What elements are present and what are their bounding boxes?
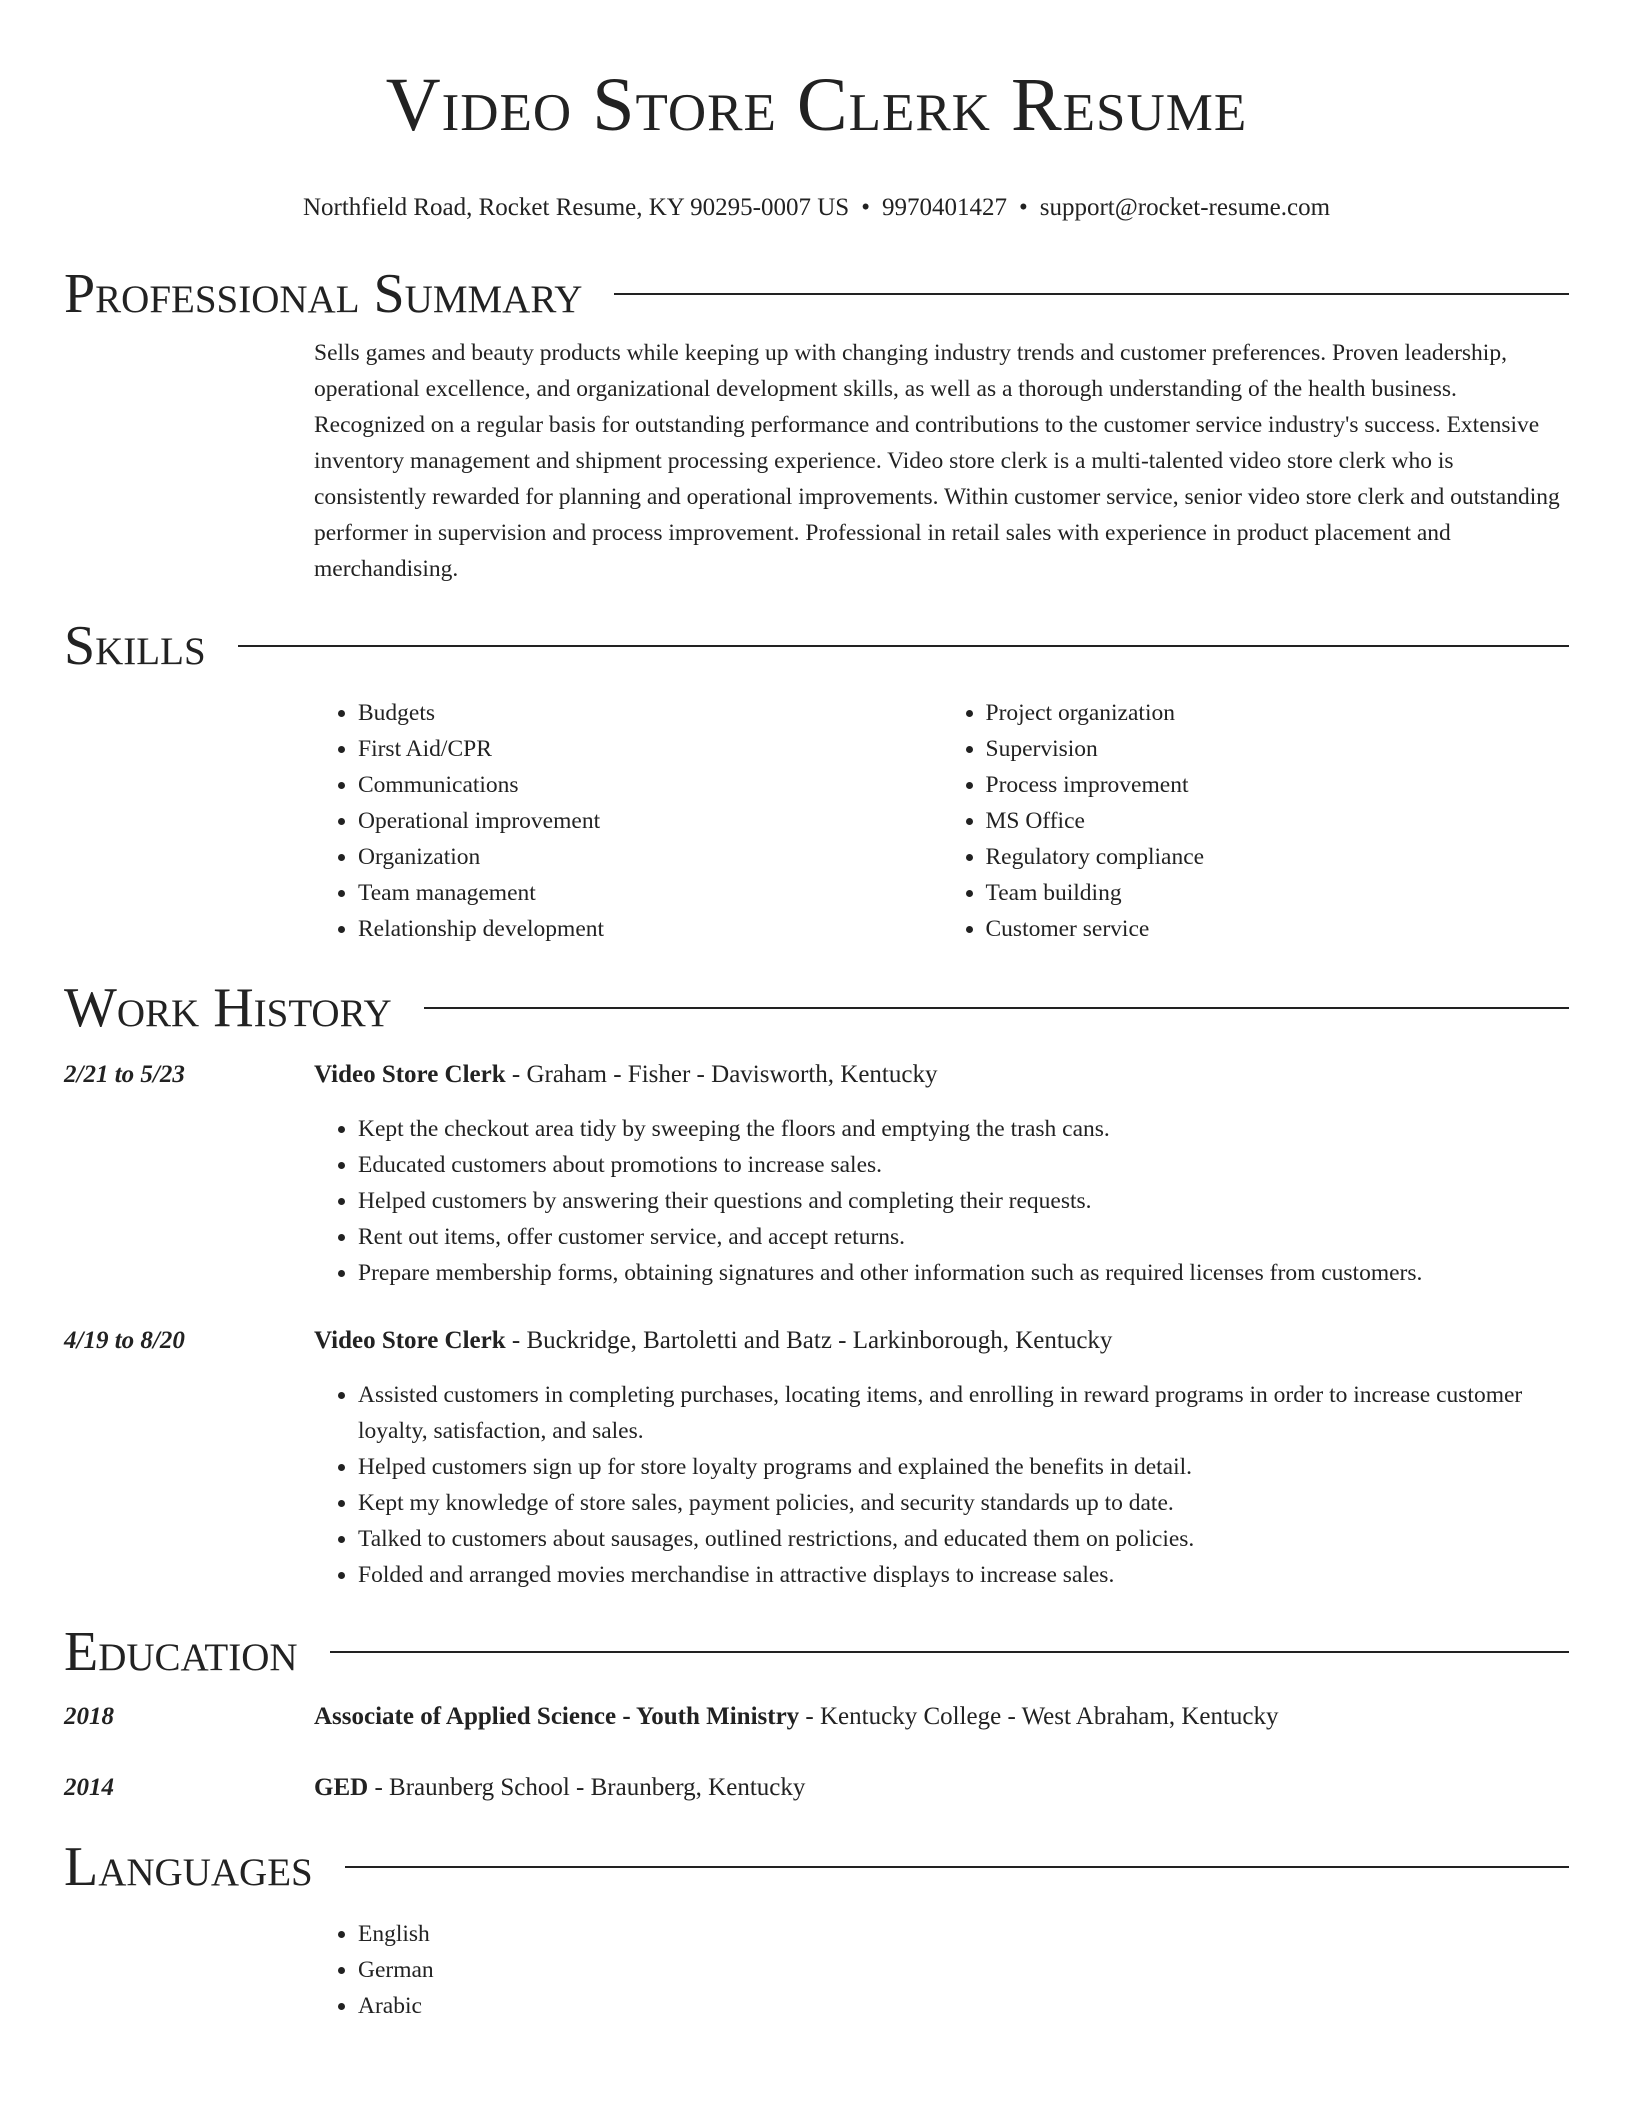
duty-item: • Folded and arranged movies merchandise in attractive displays to increase sales. [358,1557,1569,1593]
skills-heading: Skills [64,615,206,677]
skill-item: • Relationship development [358,911,942,947]
skill-item: • Process improvement [986,767,1570,803]
education-line [314,1770,1569,1806]
duty-item: • Kept the checkout area tidy by sweeping the floors and emptying the trash cans. [358,1111,1569,1147]
education-year: 2014 [64,1774,114,1801]
summary-heading: Professional Summary [64,263,583,325]
summary-text: Sells games and beauty products while keeping up with changing industry trends and customer preferences. Proven leadership, operational excellence, and organizational development skills, as well as a thorough understanding of the health business. Recognized on a regular basis for outstanding performance and contributions to the customer service industry's success. Extensive inventory management and shipment processing experience. Video store clerk is a multi-talented video store clerk who is consistently rewarded for planning and operational improvements. Within customer service, senior video store clerk and outstanding performer in supervision and process improvement. Professional in retail sales with experience in product placement and merchandising. [314,340,1560,582]
job-duties [314,1377,1569,1593]
job-details: - Graham - Fisher - Davisworth, Kentucky [505,1061,938,1088]
language-item: • Arabic [358,1988,1569,2024]
education-heading: Education [64,1621,298,1683]
skill-item: • Team building [986,875,1570,911]
job-title-line [314,1057,1569,1093]
job-entry [64,1057,1569,1093]
duty-item: • Talked to customers about sausages, outlined restrictions, and educated them on policies. [358,1521,1569,1557]
skill-item: • Project organization [986,695,1570,731]
language-item: • English [358,1916,1569,1952]
duty-item: • Rent out items, offer customer service, and accept returns. [358,1219,1569,1255]
section-divider [238,645,1569,647]
resume-title: Video Store Clerk Resume [385,63,1248,147]
summary-body [314,335,1569,587]
duty-item: • Prepare membership forms, obtaining signatures and other information such as required licenses from customers. [358,1255,1569,1291]
bullet-separator: • [1018,194,1028,221]
job-title-line [314,1323,1569,1359]
education-section-header [64,1619,1569,1685]
skill-item: • First Aid/CPR [358,731,942,767]
education-degree: Associate of Applied Science - Youth Ministry [314,1703,800,1730]
skill-item: • Team management [358,875,942,911]
skill-item: • Regulatory compliance [986,839,1570,875]
skill-item: • MS Office [986,803,1570,839]
contact-line [64,192,1569,224]
skill-item: • Customer service [986,911,1570,947]
duty-item: • Helped customers sign up for store loyalty programs and explained the benefits in detail. [358,1449,1569,1485]
contact-email: support@rocket-resume.com [1039,194,1331,221]
education-entry [64,1770,1569,1806]
skills-list [314,695,1569,947]
job-entry [64,1323,1569,1359]
contact-address: Northfield Road, Rocket Resume, KY 90295-0007 US [302,194,850,221]
job-dates: 4/19 to 8/20 [64,1327,185,1354]
languages-list [314,1916,1569,2024]
skill-item: • Budgets [358,695,942,731]
resume-page [64,0,1569,2024]
education-year: 2018 [64,1703,114,1730]
languages-items [314,1916,1569,2024]
skills-column-right [942,695,1570,947]
skill-item: • Operational improvement [358,803,942,839]
languages-heading: Languages [64,1836,313,1898]
job-title: Video Store Clerk [314,1327,506,1354]
skills-section-header [64,613,1569,679]
job-details: - Buckridge, Bartoletti and Batz - Larkinborough, Kentucky [505,1327,1113,1354]
job-dates: 2/21 to 5/23 [64,1061,185,1088]
contact-phone: 9970401427 [881,194,1007,221]
job-duties [314,1111,1569,1291]
language-item: • German [358,1952,1569,1988]
skills-column-left [314,695,942,947]
duty-item: • Kept my knowledge of store sales, payment policies, and security standards up to date. [358,1485,1569,1521]
job-duties-list [314,1377,1569,1593]
education-details: - Braunberg School - Braunberg, Kentucky [368,1774,806,1801]
summary-section-header [64,261,1569,327]
duty-item: • Assisted customers in completing purchases, locating items, and enrolling in reward programs in order to increase customer loyalty, satisfaction, and sales. [358,1377,1569,1449]
education-details: - Kentucky College - West Abraham, Kentucky [799,1703,1279,1730]
job-title: Video Store Clerk [314,1061,506,1088]
education-degree: GED [314,1774,369,1801]
work-heading: Work History [64,977,392,1039]
education-line [314,1699,1569,1735]
section-divider [424,1007,1569,1009]
duty-item: • Helped customers by answering their questions and completing their requests. [358,1183,1569,1219]
skill-item: • Supervision [986,731,1570,767]
job-duties-list [314,1111,1569,1291]
section-divider [345,1866,1569,1868]
skill-item: • Organization [358,839,942,875]
skill-item: • Communications [358,767,942,803]
section-divider [614,293,1569,295]
education-entry [64,1699,1569,1735]
duty-item: • Educated customers about promotions to increase sales. [358,1147,1569,1183]
languages-section-header [64,1834,1569,1900]
section-divider [330,1651,1569,1653]
work-section-header [64,975,1569,1041]
bullet-separator: • [861,194,870,221]
